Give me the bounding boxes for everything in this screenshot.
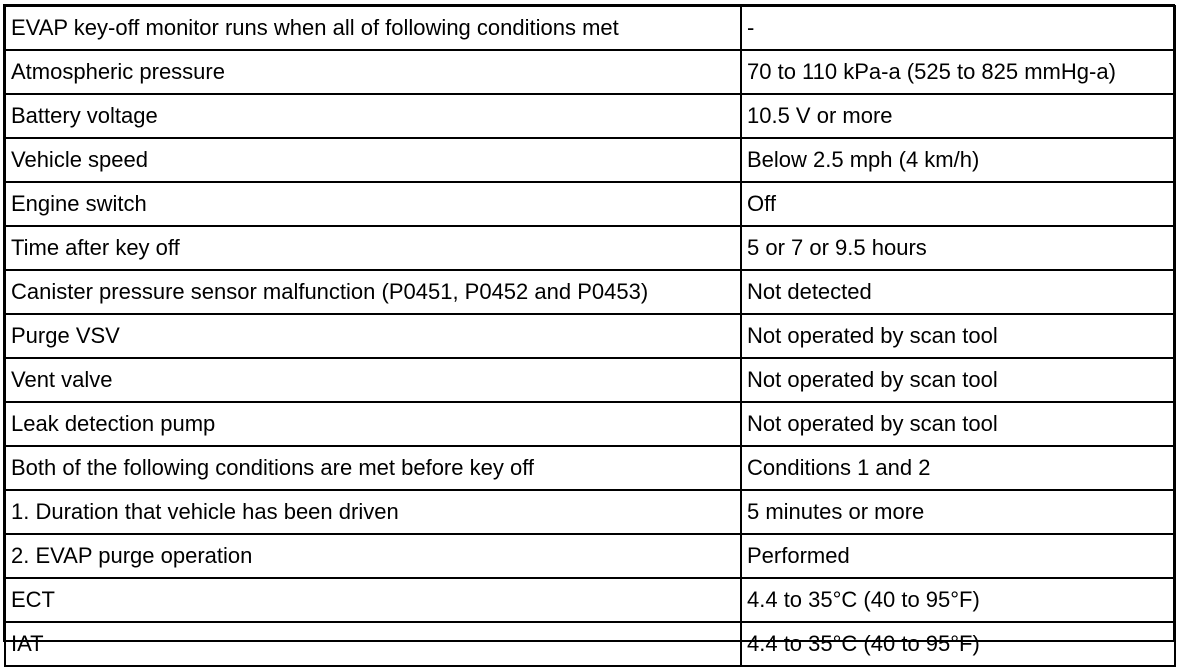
table-row (5, 138, 1175, 182)
value-cell: 70 to 110 kPa-a (525 to 825 mmHg-a) (741, 50, 1175, 94)
value-cell: 4.4 to 35°C (40 to 95°F) (741, 578, 1175, 622)
value-cell: Performed (741, 534, 1175, 578)
table-row (5, 490, 1175, 534)
condition-cell: Atmospheric pressure (5, 50, 741, 94)
table-row (5, 402, 1175, 446)
condition-cell: Purge VSV (5, 314, 741, 358)
condition-cell: Vehicle speed (5, 138, 741, 182)
condition-cell: ECT (5, 578, 741, 622)
table-row (5, 358, 1175, 402)
condition-cell: 2. EVAP purge operation (5, 534, 741, 578)
value-cell: 10.5 V or more (741, 94, 1175, 138)
table-row (5, 446, 1175, 490)
table-row (5, 534, 1175, 578)
table-row (5, 50, 1175, 94)
condition-cell: Leak detection pump (5, 402, 741, 446)
value-cell: Not operated by scan tool (741, 358, 1175, 402)
value-cell: 5 or 7 or 9.5 hours (741, 226, 1175, 270)
table-row (5, 94, 1175, 138)
table-row (5, 314, 1175, 358)
value-cell: Not detected (741, 270, 1175, 314)
value-cell: - (741, 6, 1175, 50)
value-cell: Not operated by scan tool (741, 402, 1175, 446)
table-row (5, 270, 1175, 314)
condition-cell: Engine switch (5, 182, 741, 226)
value-cell: 5 minutes or more (741, 490, 1175, 534)
table-row (5, 182, 1175, 226)
table-row (5, 226, 1175, 270)
condition-cell: Canister pressure sensor malfunction (P0451, P0452 and P0453) (5, 270, 741, 314)
condition-cell: Time after key off (5, 226, 741, 270)
table-row (5, 6, 1175, 50)
value-cell: Off (741, 182, 1175, 226)
value-cell: 4.4 to 35°C (40 to 95°F) (741, 622, 1175, 666)
condition-cell: Vent valve (5, 358, 741, 402)
condition-cell: EVAP key-off monitor runs when all of following conditions met (5, 6, 741, 50)
value-cell: Below 2.5 mph (4 km/h) (741, 138, 1175, 182)
table-row (5, 622, 1175, 666)
conditions-table (4, 5, 1176, 667)
condition-cell: IAT (5, 622, 741, 666)
value-cell: Not operated by scan tool (741, 314, 1175, 358)
table-row (5, 578, 1175, 622)
condition-cell: 1. Duration that vehicle has been driven (5, 490, 741, 534)
condition-cell: Battery voltage (5, 94, 741, 138)
condition-cell: Both of the following conditions are met before key off (5, 446, 741, 490)
value-cell: Conditions 1 and 2 (741, 446, 1175, 490)
